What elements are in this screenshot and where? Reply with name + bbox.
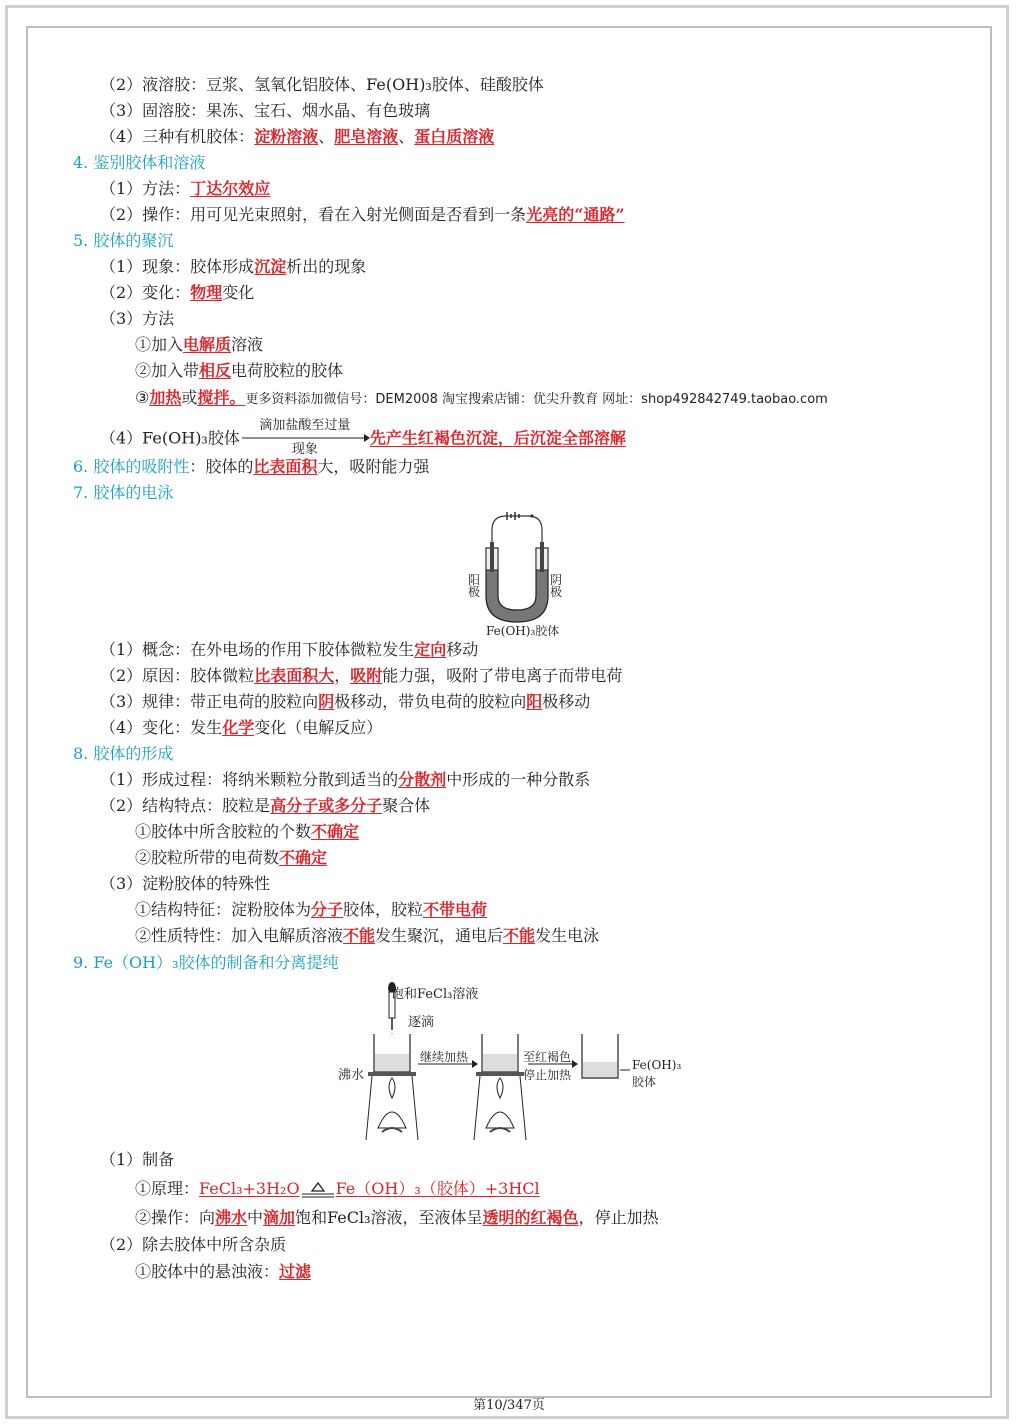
text-line: （1）概念：在外电场的作用下胶体微粒发生定向移动 (100, 640, 479, 659)
text-line: （2）除去胶体中所含杂质 (100, 1235, 287, 1254)
answer-text: 滴加 (263, 1208, 296, 1227)
answer-text: 定向 (414, 640, 447, 659)
text-line: （2）液溶胶：豆浆、氢氧化铝胶体、Fe(OH)₃胶体、硅酸胶体 (100, 75, 544, 94)
section-heading: 8. 胶体的形成 (73, 744, 174, 763)
answer-text: 肥皂溶液 (334, 127, 399, 146)
text-line: （1）现象：胶体形成沉淀析出的现象 (100, 257, 367, 276)
figure-label: 逐滴 (408, 1015, 435, 1030)
text-line: （3）固溶胶：果冻、宝石、烟水晶、有色玻璃 (100, 101, 431, 120)
figure-label: 沸水 (338, 1068, 365, 1083)
electrophoresis-figure (462, 508, 572, 636)
answer-text: 透明的红褐色 (482, 1208, 579, 1227)
text-line: （2）结构特点：胶粒是高分子或多分子聚合体 (100, 796, 431, 815)
text-line: （1）形成过程：将纳米颗粒分散到适当的分散剂中形成的一种分散系 (100, 770, 591, 789)
cathode-label: 阴极 (550, 573, 563, 599)
section-heading: 4. 鉴别胶体和溶液 (73, 153, 206, 172)
section-heading: 9. Fe（OH）₃胶体的制备和分离提纯 (73, 953, 339, 972)
text-line: （4）变化：发生化学变化（电解反应） (100, 718, 383, 737)
answer-text: 不能 (343, 926, 376, 945)
text-line: （1）方法：丁达尔效应 (100, 179, 271, 198)
figure-label: 至红褐色 (523, 1050, 572, 1064)
equation-text: FeCl₃+3H₂O (199, 1179, 300, 1198)
section-heading: 5. 胶体的聚沉 (73, 231, 174, 250)
answer-text: 高分子或多分子 (270, 796, 383, 815)
figure-label: 停止加热 (523, 1068, 572, 1082)
text-line: ①加入电解质溶液 (135, 335, 264, 354)
section-heading: 7. 胶体的电泳 (73, 483, 174, 502)
answer-text: 阴 (318, 692, 335, 711)
answer-text: 沸水 (215, 1208, 248, 1227)
text-line: ②性质特性：加入电解质溶液不能发生聚沉，通电后不能发生电泳 (135, 926, 600, 945)
ad-text: 更多资料添加微信号：DEM2008 淘宝搜索店铺：优尖升教育 网址：shop492842749.taobao.com (245, 392, 828, 407)
text-line: ②胶粒所带的电荷数不确定 (135, 848, 328, 867)
answer-text: 不带电荷 (423, 900, 488, 919)
figure-label: 饱和FeCl₃溶液 (391, 987, 479, 1002)
answer-text: 先产生红褐色沉淀，后沉淀全部溶解 (369, 428, 626, 448)
answer-text: 吸附 (350, 666, 383, 685)
answer-text: 丁达尔效应 (190, 179, 271, 198)
answer-text: 不确定 (311, 822, 360, 841)
answer-text: 光亮的“通路” (526, 205, 625, 224)
text-line: （3）方法 (100, 309, 175, 328)
answer-text: 蛋白质溶液 (414, 127, 495, 146)
answer-text: 物理 (190, 283, 223, 302)
reaction-arrow: 滴加盐酸至过量 现象 (240, 424, 370, 454)
text-line: （4）Fe(OH)₃胶体 滴加盐酸至过量 现象 先产生红褐色沉淀，后沉淀全部溶解 (100, 418, 626, 457)
answer-text: 不确定 (279, 848, 328, 867)
text-line: （2）变化：物理变化 (100, 283, 255, 302)
page-number: 第10/347页 (473, 1398, 545, 1413)
text-line: ①原理：FeCl₃+3H₂O Fe（OH）₃（胶体）+3HCl (135, 1179, 540, 1198)
answer-text: 比表面积大 (254, 666, 335, 685)
text-line: （1）制备 (100, 1150, 175, 1169)
text-line: ①胶体中的悬浊液：过滤 (135, 1262, 312, 1281)
answer-text: 不能 (503, 926, 536, 945)
answer-text: 淀粉溶液 (254, 127, 319, 146)
answer-text: 搅拌。 (197, 388, 246, 407)
answer-text: 分子 (311, 900, 344, 919)
text-line: ①胶体中所含胶粒的个数不确定 (135, 822, 360, 841)
text-line: （4）三种有机胶体：淀粉溶液、肥皂溶液、蛋白质溶液 (100, 127, 495, 146)
answer-text: 过滤 (279, 1262, 312, 1281)
answer-text: 分散剂 (398, 770, 447, 789)
text-line: 6. 胶体的吸附性：胶体的比表面积大，吸附能力强 (73, 457, 430, 476)
text-line: ①结构特征：淀粉胶体为分子胶体，胶粒不带电荷 (135, 900, 488, 919)
equation-text: Fe（OH）₃（胶体）+3HCl (335, 1179, 540, 1198)
answer-text: 阳 (526, 692, 543, 711)
figure-label: 胶体 (632, 1075, 657, 1089)
figure-caption: Fe(OH)₃胶体 (486, 624, 560, 638)
answer-text: 电解质 (183, 335, 232, 354)
figure-label: 继续加热 (420, 1050, 469, 1064)
answer-text: 化学 (222, 718, 255, 737)
answer-text: 相反 (199, 361, 232, 380)
text-line: （3）淀粉胶体的特殊性 (100, 874, 271, 893)
heat-delta-icon (300, 1181, 336, 1199)
answer-text: 加热 (149, 388, 182, 407)
anode-label: 阳极 (468, 573, 481, 599)
text-line: （2）原因：胶体微粒比表面积大，吸附能力强，吸附了带电离子而带电荷 (100, 666, 623, 685)
text-line: （3）规律：带正电荷的胶粒向阴极移动，带负电荷的胶粒向阳极移动 (100, 692, 591, 711)
answer-text: 比表面积 (253, 457, 318, 476)
text-line: ③加热或搅拌。更多资料添加微信号：DEM2008 淘宝搜索店铺：优尖升教育 网址：shop492842749.taobao.com (135, 388, 828, 407)
figure-label: Fe(OH)₃ (632, 1058, 682, 1072)
text-line: ②操作：向沸水中滴加饱和FeCl₃溶液，至液体呈透明的红褐色，停止加热 (135, 1208, 659, 1227)
text-line: ②加入带相反电荷胶粒的胶体 (135, 361, 344, 380)
answer-text: 沉淀 (254, 257, 287, 276)
text-line: （2）操作：用可见光束照射，看在入射光侧面是否看到一条光亮的“通路” (100, 205, 625, 224)
